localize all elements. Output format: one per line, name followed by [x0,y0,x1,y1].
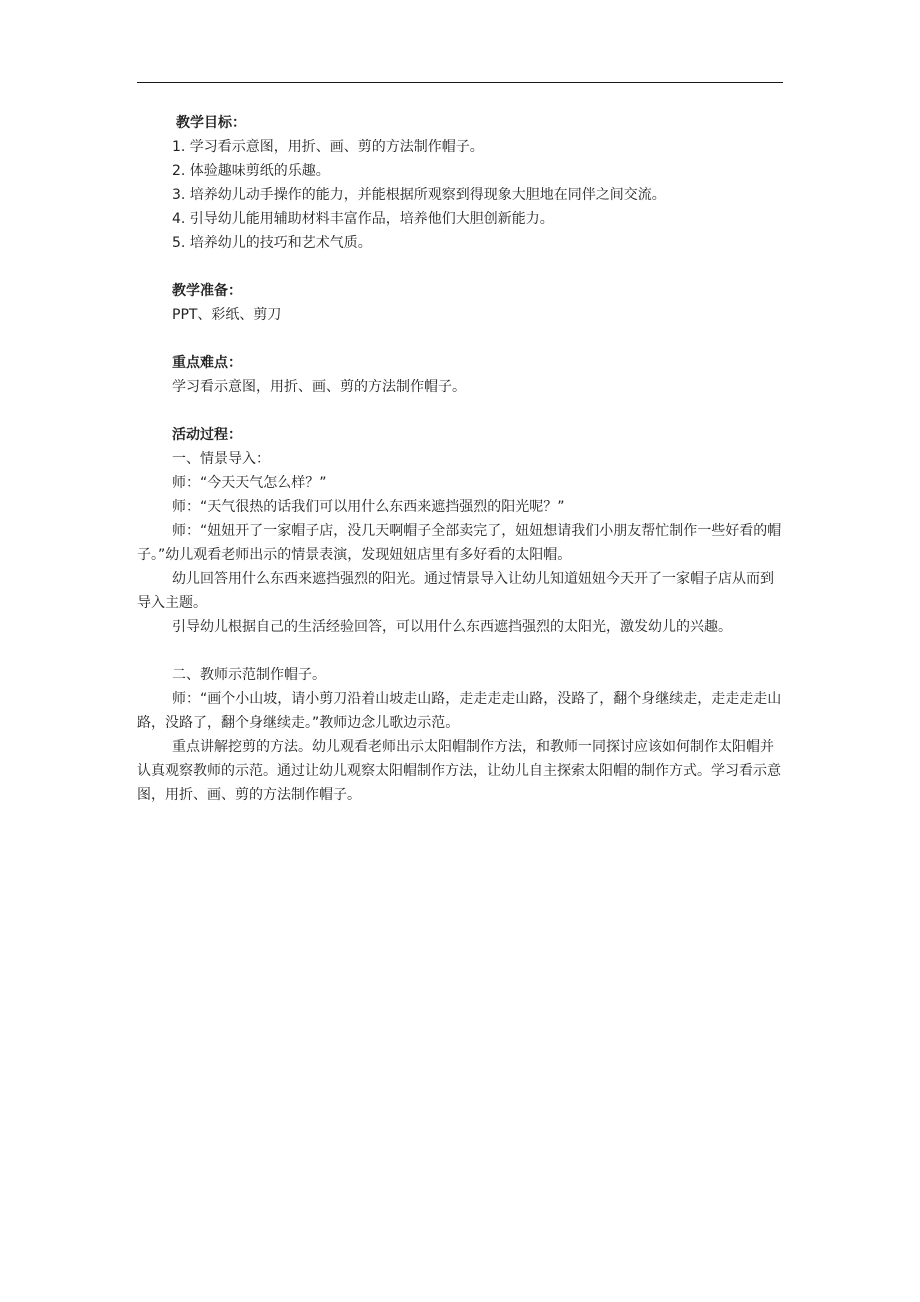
section-1-paragraph-3: 引导幼儿根据自己的生活经验回答，可以用什么东西遮挡强烈的太阳光，激发幼儿的兴趣。 [172,619,732,635]
preparation-heading: 教学准备： [172,283,242,299]
section-1-line-1: 师：“今天天气怎么样？” [172,475,327,491]
key-points-text: 学习看示意图，用折、画、剪的方法制作帽子。 [172,379,466,395]
process-heading: 活动过程： [172,427,242,443]
objective-item-1: 1. 学习看示意图，用折、画、剪的方法制作帽子。 [172,139,484,155]
section-spacer [172,255,784,279]
objectives-heading: 教学目标： [176,115,246,131]
lesson-plan-body [137,111,784,807]
section-2-paragraph-2: 重点讲解挖剪的方法。幼儿观看老师出示太阳帽制作方法，和教师一同探讨应该如何制作太阳帽并认真观察教师的示范。通过让幼儿观察太阳帽制作方法，让幼儿自主探索太阳帽的制作方式。学习看示意图，用折、画、剪的方法制作帽子。 [137,739,781,803]
section-1-line-2: 师：“天气很热的话我们可以用什么东西来遮挡强烈的阳光呢？” [172,499,565,515]
section-2-title: 二、教师示范制作帽子。 [172,667,326,683]
preparation-text: PPT、彩纸、剪刀 [172,307,282,323]
objective-item-4: 4. 引导幼儿能用辅助材料丰富作品，培养他们大胆创新能力。 [172,211,554,227]
key-points-heading: 重点难点： [172,355,242,371]
section-2-paragraph-1: 师：“画个小山坡，请小剪刀沿着山坡走山路，走走走走山路，没路了，翻个身继续走，走走走走山路，没路了，翻个身继续走。”教师边念儿歌边示范。 [137,691,782,731]
section-1-paragraph-2: 幼儿回答用什么东西来遮挡强烈的阳光。通过情景导入让幼儿知道妞妞今天开了一家帽子店从而到导入主题。 [137,571,774,611]
header-rule [137,82,783,83]
section-spacer [172,639,784,663]
objective-item-2: 2. 体验趣味剪纸的乐趣。 [172,163,330,179]
objective-item-5: 5. 培养幼儿的技巧和艺术气质。 [172,235,372,251]
section-spacer [172,327,784,351]
section-1-paragraph-1: 师：“妞妞开了一家帽子店，没几天啊帽子全部卖完了，妞妞想请我们小朋友帮忙制作一些好看的帽子。”幼儿观看老师出示的情景表演，发现妞妞店里有多好看的太阳帽。 [137,523,782,563]
objective-item-3: 3. 培养幼儿动手操作的能力，并能根据所观察到得现象大胆地在同伴之间交流。 [172,187,666,203]
section-1-title: 一、情景导入： [172,451,270,467]
section-spacer [172,399,784,423]
